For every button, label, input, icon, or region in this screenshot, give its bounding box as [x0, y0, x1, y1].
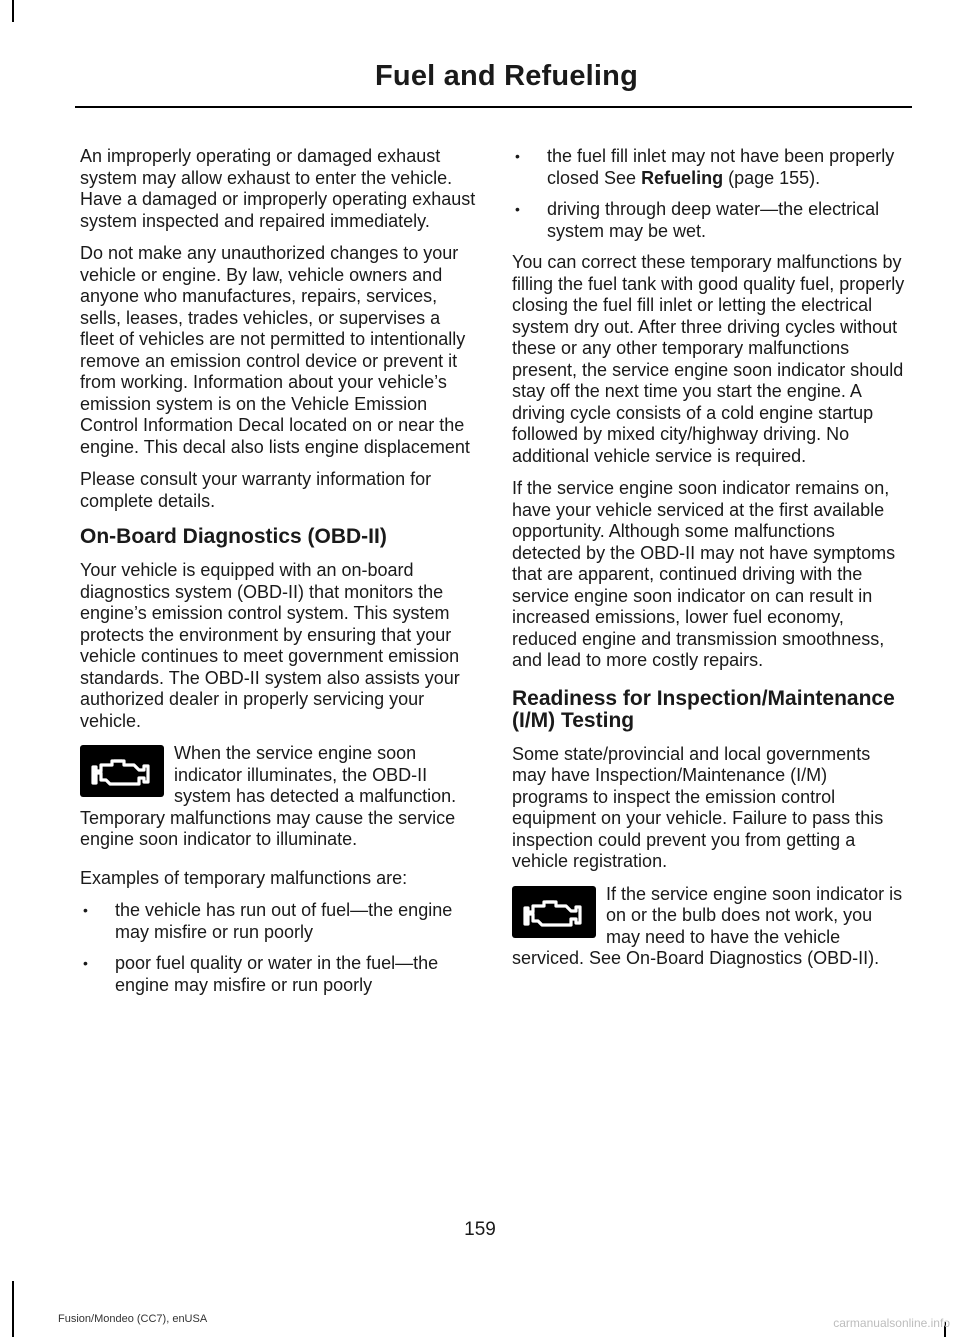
- paragraph-obd-intro: Your vehicle is equipped with an on-board diagnostics system (OBD-II) that monitors the engine’s emission control system. This system protects the environment by ensuring that your vehicle continues to meet government emission standards. The OBD-II system also assists your authorized dealer in properly servicing your vehicle.: [80, 560, 460, 731]
- paragraph-indicator-remains-on: If the service engine soon indicator remains on, have your vehicle serviced at the first available opportunity. Although some malfunctions detected by the OBD-II may not have symptoms that are apparent, continued driving with the service engine soon indicator on can result in increased emissions, lower fuel economy, reduced engine and transmission smoothness, and lead to more costly repairs.: [512, 478, 896, 670]
- paragraph-exhaust-warning: An improperly operating or damaged exhaust system may allow exhaust to enter the vehicle. Have a damaged or improperly operating exhaust system inspected and repaired immediately.: [80, 146, 476, 231]
- paragraph-unauthorized-changes: Do not make any unauthorized changes to your vehicle or engine. By law, vehicle owners and anyone who manufactures, repairs, services, sells, leases, trades vehicles, or supervises a fleet of vehicles are not permitted to intentionally remove an emission control device or prevent it from working. Information about your vehicle’s emission system is on the Vehicle Emission Control Information Decal located on or near the engine. This decal also lists engine displacement: [80, 243, 470, 457]
- left-column: [80, 146, 476, 1006]
- refueling-link[interactable]: Refueling: [641, 167, 724, 188]
- paragraph-correct-malfunctions: You can correct these temporary malfunctions by filling the fuel tank with good quality fuel, properly closing the fuel fill inlet or letting the electrical system dry out. After three driving cycles without these or any other temporary malfunctions present, the service engine soon indicator should stay off the next time you start the engine. A driving cycle consists of a cold engine startup followed by mixed city/highway driving. No additional vehicle service is required.: [512, 252, 905, 466]
- watermark: carmanualsonline.info: [833, 1316, 950, 1330]
- list-item: • the vehicle has run out of fuel—the engine may misfire or run poorly: [80, 900, 476, 943]
- page-reference: (page 155).: [723, 167, 821, 188]
- document-id: Fusion/Mondeo (CC7), enUSA: [58, 1313, 208, 1325]
- crop-mark-bottom-left: [12, 1281, 14, 1337]
- heading-obd: On-Board Diagnostics (OBD-II): [80, 525, 387, 548]
- right-column: [512, 146, 908, 981]
- page-title: Fuel and Refueling: [375, 60, 638, 92]
- paragraph-examples: Examples of temporary malfunctions are:: [80, 867, 408, 888]
- temporary-malfunctions-list: [80, 900, 476, 996]
- list-item: • poor fuel quality or water in the fuel—the engine may misfire or run poorly: [80, 953, 476, 996]
- temporary-malfunctions-list-continued: [512, 146, 908, 242]
- indicator-block: [512, 884, 908, 970]
- page-number: 159: [464, 1219, 496, 1240]
- check-engine-icon: [512, 886, 596, 938]
- paragraph-indicator-illuminates: When the service engine soon indicator illuminates, the OBD-II system has detected a malfunction. Temporary malfunctions may cause the service engine soon indicator to illuminate.: [80, 743, 457, 849]
- header-rule: [75, 106, 912, 108]
- paragraph-bulb-not-working: If the service engine soon indicator is on or the bulb does not work, you may need to have the vehicle serviced. See On-Board Diagnostics (OBD-II).: [512, 883, 903, 968]
- list-item: • driving through deep water—the electrical system may be wet.: [512, 199, 908, 242]
- paragraph-im-programs: Some state/provincial and local governments may have Inspection/Maintenance (I/M) programs to inspect the emission control equipment on your vehicle. Failure to pass this inspection could prevent you from getting a vehicle registration.: [512, 743, 884, 871]
- check-engine-icon: [80, 745, 164, 797]
- indicator-block: [80, 743, 476, 851]
- bullet-text: the fuel fill inlet may not have been properly closed See: [547, 146, 895, 188]
- list-item: [512, 146, 908, 189]
- paragraph-warranty: Please consult your warranty information for complete details.: [80, 469, 432, 511]
- heading-im-testing: Readiness for Inspection/Maintenance (I/M) Testing: [512, 686, 895, 732]
- crop-mark-top-left: [12, 0, 14, 22]
